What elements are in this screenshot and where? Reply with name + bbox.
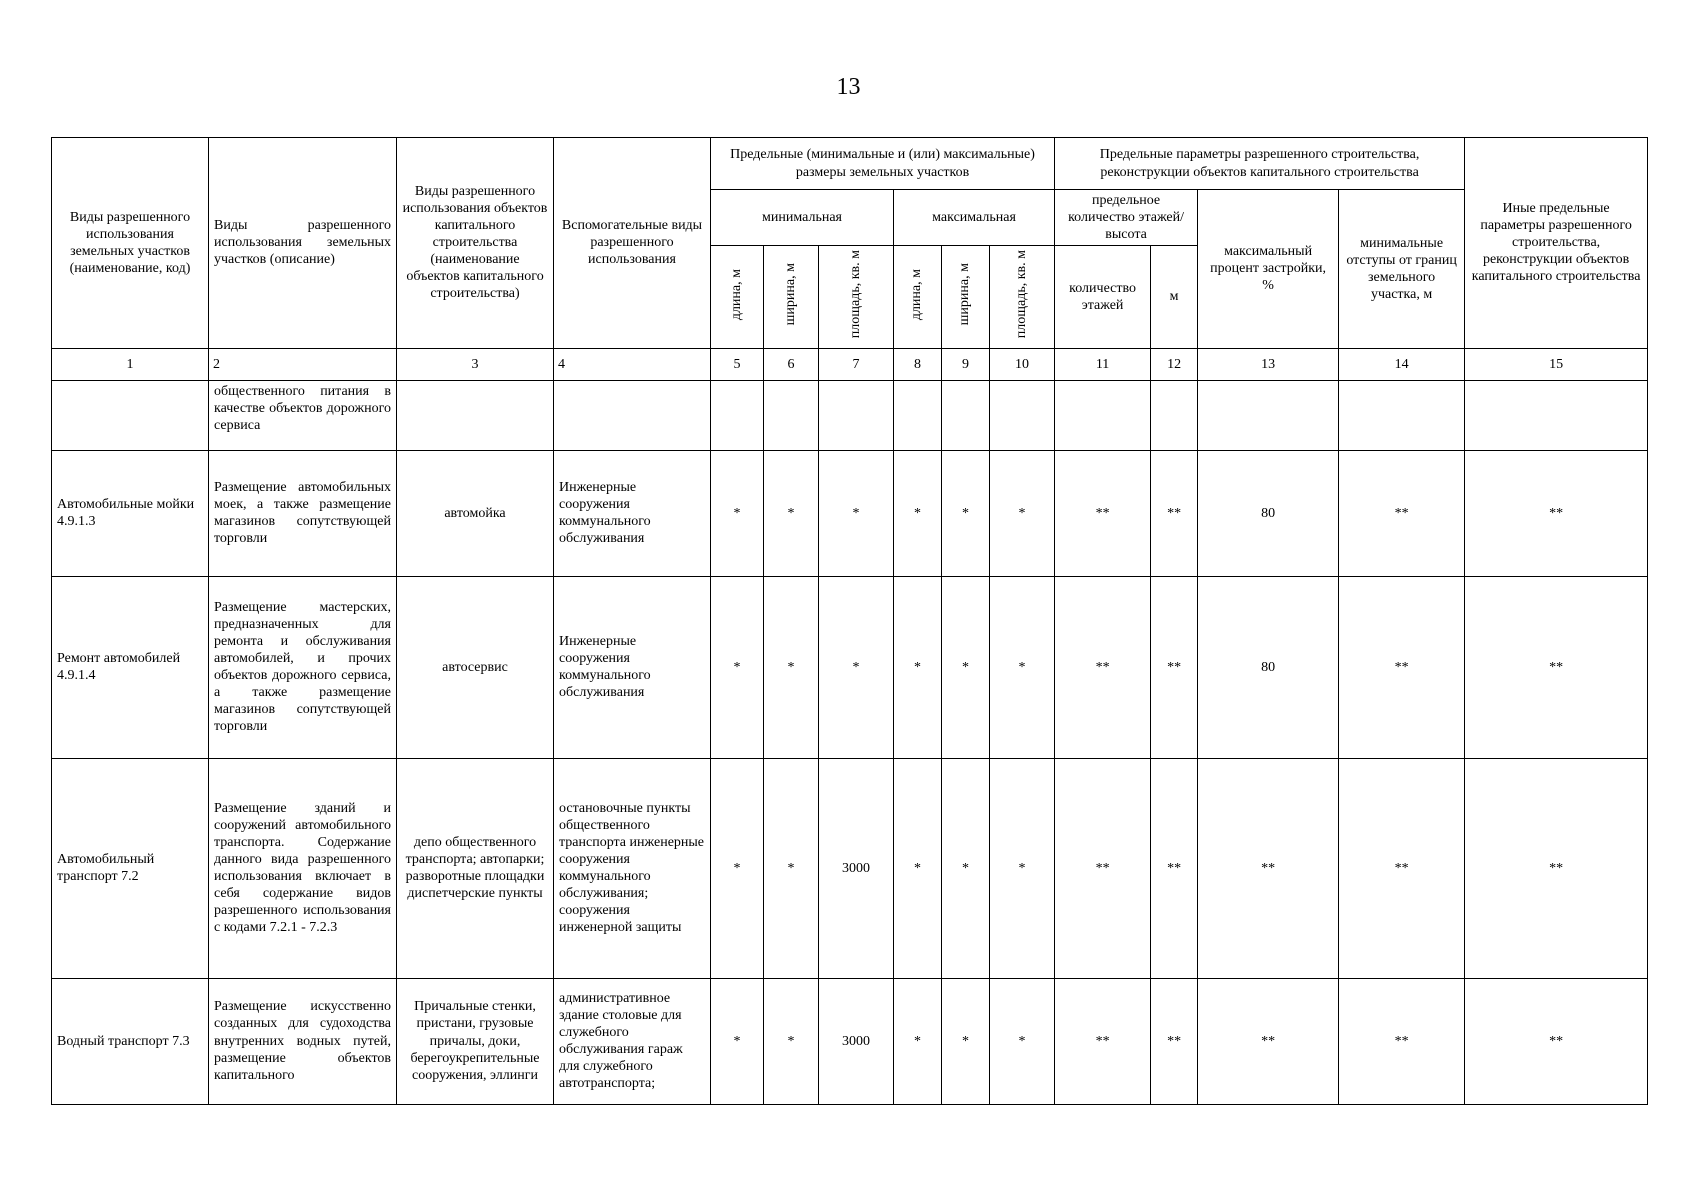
cell-min-length: * bbox=[711, 758, 764, 978]
cell-max-area: * bbox=[990, 450, 1055, 576]
cell-other-limits: ** bbox=[1465, 758, 1648, 978]
header-min-length: длина, м bbox=[728, 268, 744, 320]
cell-max-area bbox=[990, 380, 1055, 450]
cell-max-length: * bbox=[894, 576, 942, 758]
header-construction-limits: Предельные параметры разрешенного строительства, реконструкции объектов капитального строительства bbox=[1055, 138, 1465, 190]
header-land-use-name: Виды разрешенного использования земельных участков (наименование, код) bbox=[52, 138, 209, 349]
cell-max-length bbox=[894, 380, 942, 450]
cell-max-width: * bbox=[942, 576, 990, 758]
cell-auxiliary-use: Инженерные сооружения коммунального обслуживания bbox=[554, 450, 711, 576]
column-number: 1 bbox=[52, 348, 209, 380]
cell-capital-construction-use: автомойка bbox=[397, 450, 554, 576]
cell-land-use-name bbox=[52, 380, 209, 450]
header-height-meters: м bbox=[1151, 246, 1198, 348]
cell-max-build-percent: 80 bbox=[1198, 450, 1339, 576]
cell-max-area: * bbox=[990, 978, 1055, 1104]
header-min-width: ширина, м bbox=[782, 263, 798, 326]
cell-max-width: * bbox=[942, 758, 990, 978]
column-number: 3 bbox=[397, 348, 554, 380]
cell-max-length: * bbox=[894, 758, 942, 978]
cell-min-offsets: ** bbox=[1339, 576, 1465, 758]
header-max-length: длина, м bbox=[909, 268, 925, 320]
cell-auxiliary-use bbox=[554, 380, 711, 450]
table-row bbox=[52, 576, 1648, 758]
cell-min-area: 3000 bbox=[819, 758, 894, 978]
table-row bbox=[52, 978, 1648, 1104]
column-number: 13 bbox=[1198, 348, 1339, 380]
cell-land-use-name: Водный транспорт 7.3 bbox=[52, 978, 209, 1104]
column-numbers-row bbox=[52, 348, 1648, 380]
cell-max-width bbox=[942, 380, 990, 450]
cell-floors: ** bbox=[1055, 450, 1151, 576]
cell-min-width: * bbox=[764, 450, 819, 576]
cell-auxiliary-use: остановочные пункты общественного транспорта инженерные сооружения коммунального обслуживания; сооружения инженерной защиты bbox=[554, 758, 711, 978]
table-row bbox=[52, 380, 1648, 450]
column-number: 8 bbox=[894, 348, 942, 380]
header-maximum: максимальная bbox=[894, 190, 1055, 246]
cell-other-limits: ** bbox=[1465, 576, 1648, 758]
header-land-use-description: Виды разрешенного использования земельных участков (описание) bbox=[209, 138, 397, 349]
page-number: 13 bbox=[836, 74, 861, 100]
cell-height: ** bbox=[1151, 450, 1198, 576]
cell-max-area: * bbox=[990, 758, 1055, 978]
column-number: 4 bbox=[554, 348, 711, 380]
cell-other-limits bbox=[1465, 380, 1648, 450]
cell-land-use-description: Размещение автомобильных моек, а также размещение магазинов сопутствующей торговли bbox=[209, 450, 397, 576]
cell-auxiliary-use: административное здание столовые для служебного обслуживания гараж для служебного автотранспорта; bbox=[554, 978, 711, 1104]
cell-max-length: * bbox=[894, 978, 942, 1104]
cell-capital-construction-use: Причальные стенки, пристани, грузовые причалы, доки, берегоукрепительные сооружения, эллинги bbox=[397, 978, 554, 1104]
cell-max-build-percent: 80 bbox=[1198, 576, 1339, 758]
cell-min-width bbox=[764, 380, 819, 450]
cell-min-length: * bbox=[711, 978, 764, 1104]
column-number: 10 bbox=[990, 348, 1055, 380]
cell-max-build-percent: ** bbox=[1198, 758, 1339, 978]
cell-max-length: * bbox=[894, 450, 942, 576]
cell-min-length bbox=[711, 380, 764, 450]
cell-land-use-name: Автомобильный транспорт 7.2 bbox=[52, 758, 209, 978]
cell-min-width: * bbox=[764, 758, 819, 978]
cell-min-width: * bbox=[764, 576, 819, 758]
cell-min-offsets: ** bbox=[1339, 758, 1465, 978]
header-max-width: ширина, м bbox=[957, 263, 973, 326]
column-number: 5 bbox=[711, 348, 764, 380]
cell-land-use-description: Размещение искусственно созданных для судоходства внутренних водных путей, размещение объектов капитального bbox=[209, 978, 397, 1104]
header-floors-count: количество этажей bbox=[1055, 246, 1151, 348]
cell-max-area: * bbox=[990, 576, 1055, 758]
cell-min-offsets bbox=[1339, 380, 1465, 450]
header-minimum: минимальная bbox=[711, 190, 894, 246]
cell-min-offsets: ** bbox=[1339, 978, 1465, 1104]
table-row bbox=[52, 450, 1648, 576]
table-row bbox=[52, 758, 1648, 978]
cell-height bbox=[1151, 380, 1198, 450]
cell-floors bbox=[1055, 380, 1151, 450]
cell-land-use-description: общественного питания в качестве объектов дорожного сервиса bbox=[209, 380, 397, 450]
header-auxiliary-use: Вспомогательные виды разрешенного использования bbox=[554, 138, 711, 349]
column-number: 12 bbox=[1151, 348, 1198, 380]
header-max-area: площадь, кв. м bbox=[1013, 250, 1029, 339]
header-other-limits: Иные предельные параметры разрешенного строительства, реконструкции объектов капитального строительства bbox=[1465, 138, 1648, 349]
column-number: 7 bbox=[819, 348, 894, 380]
cell-min-area: * bbox=[819, 450, 894, 576]
cell-capital-construction-use: автосервис bbox=[397, 576, 554, 758]
land-use-table bbox=[51, 137, 1648, 1105]
cell-other-limits: ** bbox=[1465, 450, 1648, 576]
cell-land-use-description: Размещение зданий и сооружений автомобильного транспорта. Содержание данного вида разрешенного использования включает в себя содержание видов разрешенного использования с кодами 7.2.1 - 7.2.3 bbox=[209, 758, 397, 978]
cell-max-width: * bbox=[942, 450, 990, 576]
cell-min-offsets: ** bbox=[1339, 450, 1465, 576]
cell-min-length: * bbox=[711, 450, 764, 576]
cell-max-build-percent: ** bbox=[1198, 978, 1339, 1104]
cell-height: ** bbox=[1151, 978, 1198, 1104]
cell-min-area bbox=[819, 380, 894, 450]
column-number: 11 bbox=[1055, 348, 1151, 380]
cell-min-width: * bbox=[764, 978, 819, 1104]
column-number: 9 bbox=[942, 348, 990, 380]
cell-land-use-name: Ремонт автомобилей 4.9.1.4 bbox=[52, 576, 209, 758]
cell-other-limits: ** bbox=[1465, 978, 1648, 1104]
cell-min-area: 3000 bbox=[819, 978, 894, 1104]
cell-floors: ** bbox=[1055, 758, 1151, 978]
cell-min-length: * bbox=[711, 576, 764, 758]
column-number: 14 bbox=[1339, 348, 1465, 380]
column-number: 15 bbox=[1465, 348, 1648, 380]
cell-min-area: * bbox=[819, 576, 894, 758]
column-number: 6 bbox=[764, 348, 819, 380]
header-capital-construction-use: Виды разрешенного использования объектов капитального строительства (наименование объектов капитального строительства) bbox=[397, 138, 554, 349]
cell-capital-construction-use bbox=[397, 380, 554, 450]
header-floors-height: предельное количество этажей/высота bbox=[1055, 190, 1198, 246]
cell-max-build-percent bbox=[1198, 380, 1339, 450]
cell-floors: ** bbox=[1055, 978, 1151, 1104]
cell-auxiliary-use: Инженерные сооружения коммунального обслуживания bbox=[554, 576, 711, 758]
cell-floors: ** bbox=[1055, 576, 1151, 758]
header-min-area: площадь, кв. м bbox=[847, 250, 863, 339]
cell-land-use-description: Размещение мастерских, предназначенных для ремонта и обслуживания автомобилей, и прочих объектов дорожного сервиса, а также размещение магазинов сопутствующей торговли bbox=[209, 576, 397, 758]
header-max-build-percent: максимальный процент застройки, % bbox=[1198, 190, 1339, 349]
cell-capital-construction-use: депо общественного транспорта; автопарки; разворотные площадки диспетчерские пункты bbox=[397, 758, 554, 978]
cell-height: ** bbox=[1151, 576, 1198, 758]
cell-max-width: * bbox=[942, 978, 990, 1104]
cell-height: ** bbox=[1151, 758, 1198, 978]
header-land-size-limits: Предельные (минимальные и (или) максимальные) размеры земельных участков bbox=[711, 138, 1055, 190]
header-min-offsets: минимальные отступы от границ земельного участка, м bbox=[1339, 190, 1465, 349]
cell-land-use-name: Автомобильные мойки 4.9.1.3 bbox=[52, 450, 209, 576]
column-number: 2 bbox=[209, 348, 397, 380]
